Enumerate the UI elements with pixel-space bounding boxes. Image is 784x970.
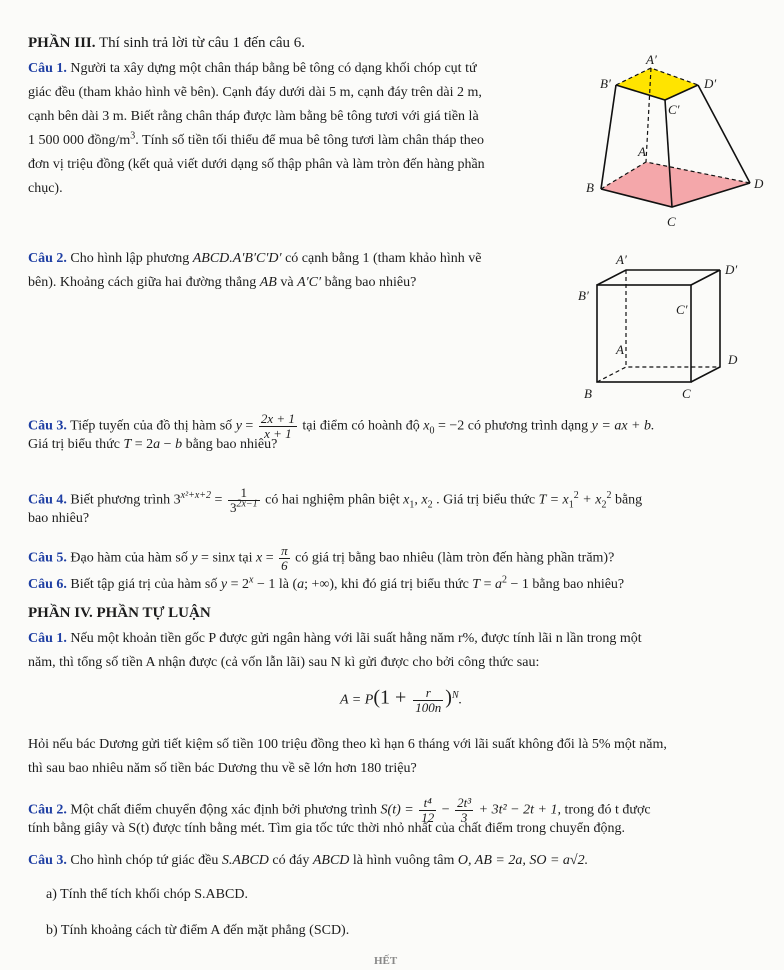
e3-text-2: có đáy: [268, 853, 313, 868]
q4-sup1: 2: [573, 490, 579, 502]
e2-s: S(t) =: [380, 802, 418, 818]
q3-b: b: [175, 437, 183, 452]
q4-line-2: bao nhiêu?: [28, 511, 90, 526]
e1-formula: [340, 686, 462, 715]
cube-label-b: B: [584, 386, 592, 401]
q3-text-3: = −2 có phương trình dạng: [434, 418, 592, 434]
e3-label: Câu 3.: [28, 853, 67, 868]
e1-line-3: Hỏi nếu bác Dương gửi tiết kiệm số tiền 100 triệu đồng theo kì hạn 6 tháng với lãi suất không đổi là 5% một năm,: [28, 737, 667, 752]
q4-text-3: . Giá trị biểu thức: [432, 492, 539, 508]
e3-text-1: Cho hình chóp tứ giác đều: [66, 853, 222, 868]
q1-text-4: . Tính số tiền tối thiểu để mua bê tông tươi làm chân tháp theo: [135, 133, 485, 148]
q3-a: a: [153, 437, 161, 452]
q4-sub2: 2: [427, 499, 433, 511]
part3-title: PHẦN III.: [28, 35, 96, 51]
e3-part-b: b) Tính khoảng cách từ điểm A đến mặt phẳng (SCD).: [46, 923, 350, 938]
label-c: C: [667, 214, 676, 229]
e1-formula-a: A = P: [340, 692, 374, 708]
q2-question: bằng bao nhiêu?: [321, 275, 417, 290]
q1-label: Câu 1.: [28, 61, 67, 76]
q3-y: y: [235, 418, 242, 434]
cube-label-c: C: [682, 386, 691, 401]
q6-exp: x: [249, 574, 254, 586]
q5-x: x: [228, 550, 235, 566]
e3-line-1: [28, 852, 588, 870]
q3-text-4: Giá trị biểu thức: [28, 437, 124, 452]
e3-base: ABCD: [312, 853, 350, 868]
q5-at: tại: [235, 550, 256, 566]
frustum-bottom-face: [601, 162, 750, 207]
e2-line-2: tính bằng giây và S(t) được tính bằng mét. Tìm gia tốc tức thời nhỏ nhất của chất điểm trong chuyển động.: [28, 821, 625, 836]
q6-t: T: [472, 577, 481, 592]
e2-tail: + 3t² − 2t + 1,: [475, 802, 561, 818]
e2-label: Câu 2.: [28, 802, 67, 818]
q3-question: bằng bao nhiêu?: [182, 437, 278, 452]
q6-text-2: − 1 là (: [253, 577, 298, 592]
part3-header: [28, 34, 305, 52]
footer-end: HẾT: [374, 955, 398, 967]
e3-pyramid: S.ABCD: [221, 853, 269, 868]
q5-label: Câu 5.: [28, 550, 67, 566]
e2-minus: −: [438, 802, 454, 818]
q4-t: T = x: [538, 492, 569, 508]
q3-denominator: x + 1: [264, 426, 292, 441]
e3-part-a: a) Tính thể tích khối chóp S.ABCD.: [46, 887, 248, 902]
q4-sub4: 2: [601, 499, 607, 511]
frustum-top-face: [616, 68, 698, 100]
q6-text-3: ; +∞), khi đó giá trị biểu thức: [304, 577, 473, 592]
q4-text-1: Biết phương trình 3: [66, 492, 181, 508]
q6-eq: = 2: [227, 577, 249, 592]
q4-denominator: [228, 498, 260, 515]
q3-sub0: 0: [429, 425, 435, 437]
q4-x1: x: [403, 492, 410, 508]
e1-label: Câu 1.: [28, 631, 67, 646]
q5-text-1: Đạo hàm của hàm số: [66, 550, 192, 566]
q4-eq: =: [211, 492, 226, 508]
q1-line-1: [28, 60, 477, 78]
part3-instruction: Thí sinh trả lời từ câu 1 đến câu 6.: [95, 35, 306, 51]
label-a-prime: A′: [646, 52, 657, 67]
q5-text-2: có giá trị bằng bao nhiêu (làm tròn đến hàng phần trăm)?: [291, 550, 615, 566]
e1-numerator: r: [413, 686, 443, 701]
q6-eq2: =: [480, 577, 495, 592]
q4-den-base: 3: [229, 500, 237, 515]
e3-conditions: O, AB = 2a, SO = a√2.: [457, 853, 589, 868]
question-6: [28, 576, 624, 594]
cube-label-a-prime: A′: [616, 252, 627, 267]
q4-line-1: [28, 486, 642, 515]
e1-fraction: [413, 686, 443, 715]
q4-label: Câu 4.: [28, 492, 67, 508]
q1-price: 1 500 000 đồng/m: [28, 133, 131, 148]
edge-bb: [601, 85, 616, 189]
label-a: A: [638, 144, 646, 159]
q3-label: Câu 3.: [28, 418, 67, 434]
q5-y: y: [191, 550, 198, 566]
q5-numerator: π: [281, 543, 288, 558]
q2-and: và: [276, 275, 298, 290]
q6-sup: 2: [502, 574, 507, 586]
q3-numerator: 2x + 1: [260, 411, 295, 426]
cube-hidden-edges: [597, 367, 720, 382]
q2-cube-name: ABCD.A′B′C′D′: [192, 251, 282, 266]
q4-sup2: 2: [606, 490, 612, 502]
q4-exponent: x²+x+2: [180, 490, 212, 502]
q3-eq: =: [241, 418, 257, 434]
q5-sin: = sin: [197, 550, 229, 566]
cube-figure: [570, 250, 750, 405]
e3-text-3: là hình vuông tâm: [349, 853, 458, 868]
label-b-prime: B′: [600, 76, 611, 91]
cube-label-a: A: [616, 342, 624, 357]
q3-line-2: [28, 436, 277, 454]
q3-text-2: tại điểm có hoành độ: [298, 418, 424, 434]
q4-numerator: 1: [228, 486, 260, 501]
e2-num-2: 2t³: [457, 795, 472, 810]
q3-text-1: Tiếp tuyến của đồ thị hàm số: [66, 418, 236, 434]
q3-minus: −: [160, 437, 176, 452]
q2-text-2: có cạnh bằng 1 (tham khảo hình vẽ: [281, 251, 482, 266]
label-d-prime: D′: [704, 76, 717, 91]
e1-text-1: Nếu một khoản tiền gốc P được gửi ngân hàng với lãi suất hằng năm r%, được tính lãi n lần trong một: [66, 631, 642, 646]
q2-text-1: Cho hình lập phương: [66, 251, 193, 266]
cube-label-d-prime: D′: [725, 262, 738, 277]
q6-a2: a: [495, 577, 502, 592]
q3-eq2: = 2: [131, 437, 154, 452]
frustum-figure: [568, 52, 768, 232]
q2-text-3: bên). Khoảng cách giữa hai đường thẳng: [28, 275, 260, 290]
e2-num-1: t⁴: [419, 796, 436, 811]
e1-exponent: N: [451, 690, 459, 702]
q6-a: a: [297, 577, 305, 592]
q5-x2: x: [256, 550, 263, 566]
q1-line-2: giác đều (tham khảo hình vẽ bên). Cạnh đáy dưới dài 5 m, cạnh đáy trên dài 2 m,: [28, 85, 482, 100]
q6-label: Câu 6.: [28, 577, 67, 592]
e1-period: .: [458, 692, 463, 708]
cube-top-right: [597, 270, 720, 285]
cube-label-d: D: [728, 352, 738, 367]
q1-line-5: đơn vị triệu đồng (kết quả viết dưới dạng số thập phân và làm tròn đến hàng phần: [28, 157, 485, 172]
q2-label: Câu 2.: [28, 251, 67, 266]
q3-x: x: [423, 418, 430, 434]
q1-line-4: 1 500 000 đồng/$m^3$. Tính số tiền tối thiểu để mua bê tông tươi làm chân tháp theo: [28, 130, 485, 148]
q5-eq: =: [262, 550, 278, 566]
label-b: B: [586, 180, 594, 195]
q4-comma: ,: [414, 492, 422, 508]
q4-text-2: có hai nghiệm phân biệt: [261, 492, 404, 508]
q6-y: y: [220, 577, 228, 592]
q4-plus: + x: [578, 492, 602, 508]
part4-header: PHẦN IV. PHẦN TỰ LUẬN: [28, 605, 211, 621]
cube-label-b-prime: B′: [578, 288, 589, 303]
q6-text-1: Biết tập giá trị của hàm số: [66, 577, 221, 592]
q1-line-3: cạnh bên dài 3 m. Biết rằng chân tháp được làm bằng bê tông tươi với giá tiền là: [28, 109, 479, 124]
e2-text-2: trong đó t được: [560, 802, 651, 818]
q5-fraction: [279, 544, 290, 573]
q2-line-1: [28, 250, 481, 268]
label-c-prime: C′: [668, 102, 680, 117]
q4-text-4: bằng: [611, 492, 643, 508]
label-d: D: [754, 176, 764, 191]
q3-t: T: [123, 437, 132, 452]
e2-den-2: 3: [460, 810, 468, 825]
q4-sub1: 1: [409, 499, 415, 511]
e1-denominator: 100n: [415, 700, 442, 715]
cube-label-c-prime: C′: [676, 302, 688, 317]
q4-fraction: [228, 486, 260, 515]
e1-line-1: [28, 630, 642, 648]
q6-text-4: − 1 bằng bao nhiêu?: [507, 577, 625, 592]
q4-sub3: 1: [568, 499, 574, 511]
q2-line-ac: A′C′: [297, 275, 322, 290]
e2-den-1: 12: [421, 810, 435, 825]
e1-formula-open: (1 +: [373, 686, 412, 709]
e1-formula-close: ): [445, 686, 452, 709]
q4-x2: x: [421, 492, 428, 508]
e2-text-1: Một chất điểm chuyển động xác định bởi phương trình: [66, 802, 381, 818]
q3-line-form: y = ax + b.: [591, 418, 655, 434]
edge-dd: [698, 85, 750, 183]
e1-line-4: thì sau bao nhiêu năm số tiền bác Dương thu về sẽ lớn hơn 180 triệu?: [28, 761, 417, 776]
q2-line-ab: AB: [259, 275, 277, 290]
q4-den-exp: 2x−1: [236, 498, 258, 510]
q1-text-1: Người ta xây dựng một chân tháp bằng bê tông có dạng khối chóp cụt tứ: [66, 61, 477, 76]
q1-line-6: chục).: [28, 181, 63, 196]
q2-line-2: [28, 274, 416, 292]
q5-denominator: 6: [281, 558, 288, 573]
cube-right-side: [691, 270, 720, 382]
question-5: [28, 544, 614, 573]
e1-line-2: năm, thì tổng số tiền A nhận được (cả vốn lẫn lãi) sau N kì gửi được cho bởi công thức sau:: [28, 655, 540, 670]
